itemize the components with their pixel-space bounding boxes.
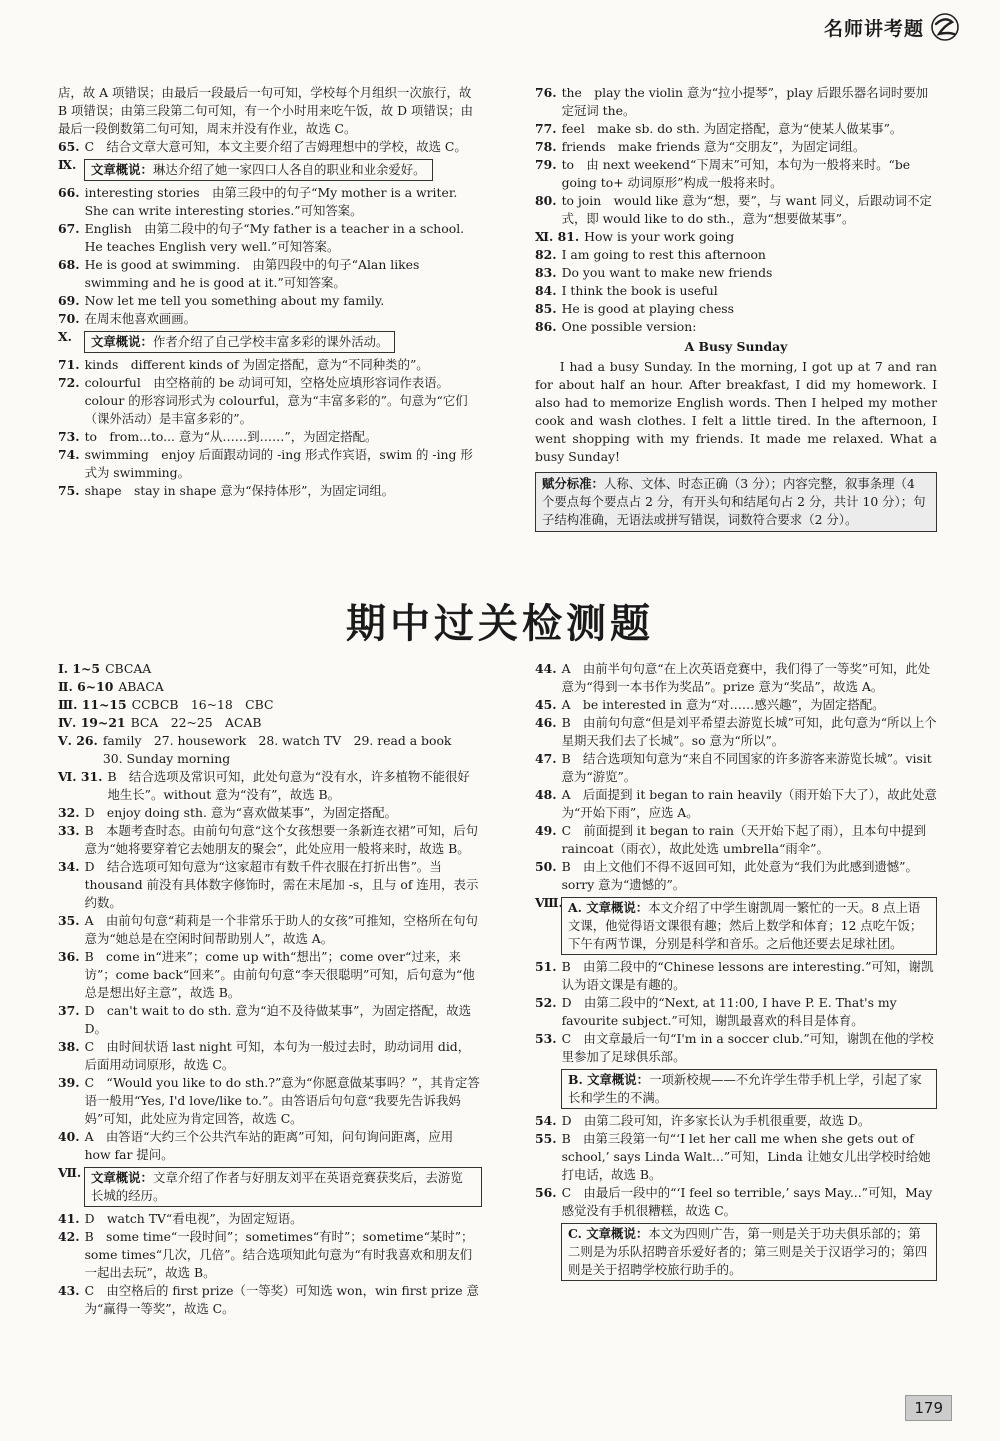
- answer-text: C 结合文章大意可知，本文主要介绍了吉姆理想中的学校，故选 C。: [84, 139, 467, 154]
- answer-text: B 由上文他们不得不返回可知，此处意为“我们为此感到遗憾”。sorry 意为“遗憾的”。: [561, 859, 918, 892]
- answer-number: 43.: [58, 1283, 80, 1298]
- answer-text: B 本题考查时态。由前句句意“这个女孩想要一条新连衣裙”可知，后句意为“她将要穿着它去她朋友的聚会”，此处应用一般将来时，故选 B。: [84, 823, 479, 856]
- answer-item: [58, 696, 482, 714]
- answer-text: to 由 next weekend“下周末”可知，本句为一般将来时。“be going to+ 动词原形”构成一般将来时。: [561, 157, 911, 190]
- score-text: 人称、文体、时态正确（3 分）；内容完整，叙事条理（4 个要点每个要点占 2 分，有开头句和结尾句占 2 分，共计 10 分）；句子结构准确，无语法或拼写错误，词数符合要求（2 分）。: [542, 476, 926, 527]
- section-numeral: Ⅸ.: [58, 157, 77, 172]
- answer-number: Ⅳ. 19~21: [58, 715, 126, 730]
- answer-text: C 由时间状语 last night 可知，本句为一般过去时，助动词用 did，后面用动词原形，故选 C。: [84, 1039, 471, 1072]
- answer-number: Ⅵ. 31.: [58, 769, 103, 784]
- section-numeral: Ⅷ.: [535, 895, 563, 910]
- answer-text: A 由前句句意“莉莉是一个非常乐于助人的女孩”可推知，空格所在句句意为“她总是在空闲时间帮助别人”，故选 A。: [84, 913, 478, 946]
- bottom-right-column: [535, 660, 937, 1284]
- summary-row: [535, 1220, 937, 1284]
- answer-item: [535, 246, 937, 264]
- summary-box: [84, 1167, 482, 1207]
- answer-item: [58, 1210, 482, 1228]
- answer-number: 35.: [58, 913, 80, 928]
- answer-item: [58, 912, 482, 948]
- summary-label: B. 文章概说：: [568, 1072, 650, 1087]
- answer-text: CBCAA: [105, 661, 152, 676]
- answer-number: Ⅲ. 11~15: [58, 697, 127, 712]
- answer-number: 65.: [58, 139, 80, 154]
- summary-box: [561, 1223, 937, 1281]
- answer-text: Now let me tell you something about my family.: [84, 293, 385, 308]
- answer-text: CCBCB 16~18 CBC: [131, 697, 274, 712]
- answer-number: 66.: [58, 185, 80, 200]
- answer-number: 48.: [535, 787, 557, 802]
- answer-item: [535, 138, 937, 156]
- answer-text: I think the book is useful: [561, 283, 718, 298]
- answer-text: BCA 22~25 ACAB: [130, 715, 262, 730]
- answer-item: [58, 256, 482, 292]
- answer-number: 71.: [58, 357, 80, 372]
- summary-box: [561, 897, 937, 955]
- answer-number: 69.: [58, 293, 80, 308]
- answer-item: [58, 1128, 482, 1164]
- summary-box: [561, 1069, 937, 1109]
- answer-text: A be interested in 意为“对……感兴趣”，为固定搭配。: [561, 697, 885, 712]
- answer-text: He is good at swimming. 由第四段中的句子“Alan likes swimming and he is good at it.”可知答案。: [84, 257, 420, 290]
- answer-text: A 后面提到 it began to rain heavily（雨开始下大了），故此处意为“开始下雨”，应选 A。: [561, 787, 937, 820]
- answer-number: 72.: [58, 375, 80, 390]
- answer-text: D 由第二段可知，许多家长认为手机很重要，故选 D。: [561, 1113, 871, 1128]
- essay-title: A Busy Sunday: [684, 339, 788, 354]
- top-right-column: [535, 84, 937, 532]
- answer-item: [535, 1130, 937, 1184]
- answer-number: 77.: [535, 121, 557, 136]
- answer-item: [58, 858, 482, 912]
- answer-text: to from...to... 意为“从……到……”，为固定搭配。: [84, 429, 378, 444]
- essay-body: I had a busy Sunday. In the morning, I got up at 7 and ran for about half an hour. After breakfast, I did my homework. I also had to memorize English words. Then I helped my mother cook and wash clothes. I felt a little tired. In the afternoon, I went shopping with my friends. It made me relaxed. What a busy Sunday!: [535, 359, 937, 464]
- summary-text: 本文介绍了中学生谢凯周一繁忙的一天。8 点上语文课，他觉得语文课很有趣；然后上数学和体育；12 点吃午饭；下午有两节课，分别是科学和音乐。之后他还要去足球社团。: [568, 900, 923, 951]
- answer-text: B 结合选项及常识可知，此处句意为“没有水，许多植物不能很好地生长”。without 意为“没有”，故选 B。: [107, 769, 470, 802]
- answer-text: C 由最后一段中的“‘I feel so terrible,’ says May...”可知，May 感觉没有手机很糟糕，故选 C。: [561, 1185, 933, 1218]
- answer-text: kinds different kinds of 为固定搭配，意为“不同种类的”。: [84, 357, 429, 372]
- section-title: 期中过关检测题: [346, 601, 654, 647]
- answer-item: [58, 678, 482, 696]
- answer-text: B 由前句句意“但是刘平希望去游览长城”可知，此句意为“所以上个星期天我们去了长城”。so 意为“所以”。: [561, 715, 937, 748]
- answer-number: 46.: [535, 715, 557, 730]
- answer-number: 45.: [535, 697, 557, 712]
- answer-number: 70.: [58, 311, 80, 326]
- answer-number: 80.: [535, 193, 557, 208]
- answer-item: [58, 446, 482, 482]
- answer-text: C 由空格后的 first prize（一等奖）可知选 won，win first prize 意为“赢得一等奖”，故选 C。: [84, 1283, 479, 1316]
- answer-item: [535, 300, 937, 318]
- answer-item: [58, 220, 482, 256]
- answer-text: colourful 由空格前的 be 动词可知，空格处应填形容词作表语。colour 的形容词形式为 colourful，意为“丰富多彩的”。句意为“它们（课外活动）是丰富多彩的”。: [84, 375, 468, 426]
- answer-number: 85.: [535, 301, 557, 316]
- answer-number: 79.: [535, 157, 557, 172]
- answer-number: 82.: [535, 247, 557, 262]
- summary-text: 琳达介绍了她一家四口人各自的职业和业余爱好。: [152, 162, 426, 177]
- bottom-left-column: [58, 660, 482, 1318]
- answer-number: 37.: [58, 1003, 80, 1018]
- answer-item: [58, 184, 482, 220]
- answer-number: 55.: [535, 1131, 557, 1146]
- answer-text: English 由第二段中的句子“My father is a teacher in a school. He teaches English very well.”可知答案。: [84, 221, 465, 254]
- brand-title: 名师讲考题: [823, 17, 924, 40]
- summary-label: C. 文章概说：: [568, 1226, 649, 1241]
- score-label: 赋分标准：: [542, 476, 604, 491]
- page-number: 179: [905, 1395, 952, 1421]
- answer-item: [535, 318, 937, 336]
- answer-item: [58, 1074, 482, 1128]
- answer-text: ABACA: [118, 679, 164, 694]
- answer-text: One possible version:: [561, 319, 697, 334]
- answer-text: D 由第二段中的“Next, at 11:00, I have P. E. That's my favourite subject.”可知，谢凯最喜欢的科目是体育。: [561, 995, 897, 1028]
- answer-text: B 由第三段第一句“‘I let her call me when she gets out of school,’ says Linda Walt...”可知，Linda 让她女儿出学校时给她打电话，故选 B。: [561, 1131, 931, 1182]
- answer-number: 41.: [58, 1211, 80, 1226]
- answer-number: 34.: [58, 859, 80, 874]
- answer-item: [58, 138, 482, 156]
- summary-text: 文章介绍了作者与好朋友刘平在英语竞赛获奖后，去游览长城的经历。: [91, 1170, 463, 1203]
- answer-number: 33.: [58, 823, 80, 838]
- answer-text: C 由文章最后一句“I'm in a soccer club.”可知，谢凯在他的学校里参加了足球俱乐部。: [561, 1031, 934, 1064]
- answer-item: [535, 282, 937, 300]
- answer-item: [535, 264, 937, 282]
- answer-number: 68.: [58, 257, 80, 272]
- answer-item: [535, 1112, 937, 1130]
- answer-text: feel make sb. do sth. 为固定搭配，意为“使某人做某事”。: [561, 121, 903, 136]
- answer-text: D 结合选项可知句意为“这家超市有数千件衣服在打折出售”。当 thousand 前没有具体数字修饰时，需在末尾加 -s，且与 of 连用，表示约数。: [84, 859, 479, 910]
- summary-row: [58, 328, 482, 356]
- answer-number: 86.: [535, 319, 557, 334]
- summary-label: A. 文章概说：: [568, 900, 649, 915]
- answer-item: [58, 1038, 482, 1074]
- answer-text: shape stay in shape 意为“保持体形”，为固定词组。: [84, 483, 395, 498]
- score-standard-box: [535, 472, 937, 532]
- answer-item: [535, 750, 937, 786]
- answer-text: friends make friends 意为“交朋友”，为固定词组。: [561, 139, 866, 154]
- answer-number: 52.: [535, 995, 557, 1010]
- answer-item: [58, 1228, 482, 1282]
- answer-number: 32.: [58, 805, 80, 820]
- answer-text: A 由前半句句意“在上次英语竞赛中，我们得了一等奖”可知，此处意为“得到一本书作为奖品”。prize 意为“奖品”，故选 A。: [561, 661, 931, 694]
- summary-label: 文章概说：: [91, 334, 153, 349]
- answer-item: [58, 822, 482, 858]
- answer-item: [58, 374, 482, 428]
- answer-text: swimming enjoy 后面跟动词的 -ing 形式作宾语，swim 的 -ing 形式为 swimming。: [84, 447, 473, 480]
- answer-item: [58, 660, 482, 678]
- answer-item: [535, 994, 937, 1030]
- answer-text: Do you want to make new friends: [561, 265, 773, 280]
- answer-number: Ⅰ. 1~5: [58, 661, 101, 676]
- answer-text: A 由答语“大约三个公共汽车站的距离”可知，问句询问距离，应用 how far 提问。: [84, 1129, 454, 1162]
- answer-number: 83.: [535, 265, 557, 280]
- answer-number: 74.: [58, 447, 80, 462]
- summary-box: [84, 159, 433, 181]
- answer-number: 47.: [535, 751, 557, 766]
- answer-text: family 27. housework 28. watch TV 29. read a book 30. Sunday morning: [102, 733, 464, 766]
- summary-text: 一项新校规——不允许学生带手机上学，引起了家长和学生的不满。: [568, 1072, 922, 1105]
- summary-label: 文章概说：: [91, 162, 153, 177]
- answer-text: C “Would you like to do sth.?”意为“你愿意做某事吗？”，其肯定答语一般用“Yes, I'd love/like to.”。由答语后句句意“我要先告诉我妈妈”可知，此处应为肯定回答，故选 C。: [84, 1075, 480, 1126]
- answer-item: [535, 156, 937, 192]
- answer-item: [535, 120, 937, 138]
- answer-item: [58, 948, 482, 1002]
- answer-number: 76.: [535, 85, 557, 100]
- answer-number: 40.: [58, 1129, 80, 1144]
- summary-box: [84, 331, 395, 353]
- answer-number: 38.: [58, 1039, 80, 1054]
- section-numeral: Ⅹ.: [58, 329, 72, 344]
- answer-text: B 结合选项知句意为“来自不同国家的许多游客来游览长城”。visit 意为“游览”。: [561, 751, 932, 784]
- answer-text: D watch TV“看电视”，为固定短语。: [84, 1211, 303, 1226]
- answer-text: D can't wait to do sth. 意为“迫不及待做某事”，为固定搭配，故选 D。: [84, 1003, 471, 1036]
- summary-row: [535, 1066, 937, 1112]
- answer-text: C 前面提到 it began to rain（天开始下起了雨），且本句中提到 raincoat（雨衣），故此处选 umbrella“雨伞”。: [561, 823, 926, 856]
- answer-text: He is good at playing chess: [561, 301, 734, 316]
- answer-item: [58, 732, 482, 768]
- answer-number: 51.: [535, 959, 557, 974]
- answer-item: [535, 84, 937, 120]
- answer-number: 56.: [535, 1185, 557, 1200]
- summary-text: 本文为四则广告，第一则是关于功夫俱乐部的；第二则是为乐队招聘音乐爱好者的；第三则是关于汉语学习的；第四则是关于招聘学校旅行助手的。: [568, 1226, 928, 1277]
- continued-text: 店，故 A 项错误；由最后一段最后一句可知，学校每个月组织一次旅行，故 B 项错误；由第三段第二句可知，有一个小时用来吃午饭，故 D 项错误；由最后一段倒数第二句可知，周末并没有作业，故选 C。: [58, 85, 473, 136]
- answer-item: [535, 660, 937, 696]
- top-left-column: [58, 84, 482, 500]
- answer-number: 44.: [535, 661, 557, 676]
- answer-item: [535, 1184, 937, 1220]
- answer-number: 73.: [58, 429, 80, 444]
- answer-item: [535, 228, 937, 246]
- answer-item: [58, 428, 482, 446]
- summary-row: [58, 156, 482, 184]
- answer-text: D enjoy doing sth. 意为“喜欢做某事”，为固定搭配。: [84, 805, 397, 820]
- answer-item: [535, 958, 937, 994]
- answer-item: [535, 696, 937, 714]
- answer-number: 54.: [535, 1113, 557, 1128]
- answer-item: [58, 1002, 482, 1038]
- answer-text: B some time“一段时间”；sometimes“有时”；sometime“某时”；some times“几次，几倍”。结合选项知此句意为“有时我喜欢和朋友们一起出去玩”，故选 B。: [84, 1229, 474, 1280]
- summary-row: [58, 1164, 482, 1210]
- brand-swirl-icon: [930, 12, 960, 42]
- answer-number: 75.: [58, 483, 80, 498]
- answer-text: 在周末他喜欢画画。: [84, 311, 197, 326]
- answer-item: [58, 714, 482, 732]
- answer-item: [58, 292, 482, 310]
- answer-number: Ⅱ. 6~10: [58, 679, 114, 694]
- answer-text: B come in“进来”；come up with“想出”；come over“过来，来访”；come back“回来”。由前句句意“李天很聪明”可知，后句意为“他总是想出好主意”，故选 B。: [84, 949, 475, 1000]
- answer-number: Ⅴ. 26.: [58, 733, 98, 748]
- summary-text: 作者介绍了自己学校丰富多彩的课外活动。: [152, 334, 389, 349]
- answer-number: 67.: [58, 221, 80, 236]
- answer-text: B 由第二段中的“Chinese lessons are interesting.”可知，谢凯认为语文课是有趣的。: [561, 959, 934, 992]
- answer-item: [58, 768, 482, 804]
- answer-text: I am going to rest this afternoon: [561, 247, 766, 262]
- answer-item: [535, 1030, 937, 1066]
- answer-item: [535, 192, 937, 228]
- answer-text: to join would like 意为“想，要”，与 want 同义，后跟动词不定式，即 would like to do sth.，意为“想要做某事”。: [561, 193, 932, 226]
- answer-item: [58, 482, 482, 500]
- answer-number: 84.: [535, 283, 557, 298]
- answer-item: [58, 356, 482, 374]
- answer-number: 53.: [535, 1031, 557, 1046]
- answer-item: [535, 714, 937, 750]
- answer-text: How is your work going: [584, 229, 735, 244]
- section-numeral: Ⅶ.: [58, 1165, 82, 1180]
- answer-number: 36.: [58, 949, 80, 964]
- answer-number: Ⅺ. 81.: [535, 229, 580, 244]
- answer-text: the play the violin 意为“拉小提琴”，play 后跟乐器名词时要加定冠词 the。: [561, 85, 929, 118]
- top-right-answers: [535, 84, 937, 336]
- answer-item: [58, 310, 482, 328]
- answer-item: [535, 786, 937, 822]
- answer-text: interesting stories 由第三段中的句子“My mother is a writer. She can write interesting stories.”可知答案。: [84, 185, 458, 218]
- answer-number: 49.: [535, 823, 557, 838]
- answer-number: 42.: [58, 1229, 80, 1244]
- summary-row: [535, 894, 937, 958]
- answer-number: 50.: [535, 859, 557, 874]
- answer-number: 39.: [58, 1075, 80, 1090]
- brand-logo: [824, 12, 960, 42]
- answer-number: 78.: [535, 139, 557, 154]
- summary-label: 文章概说：: [91, 1170, 153, 1185]
- answer-item: [535, 822, 937, 858]
- answer-item: [535, 858, 937, 894]
- answer-item: [58, 1282, 482, 1318]
- answer-item: [58, 804, 482, 822]
